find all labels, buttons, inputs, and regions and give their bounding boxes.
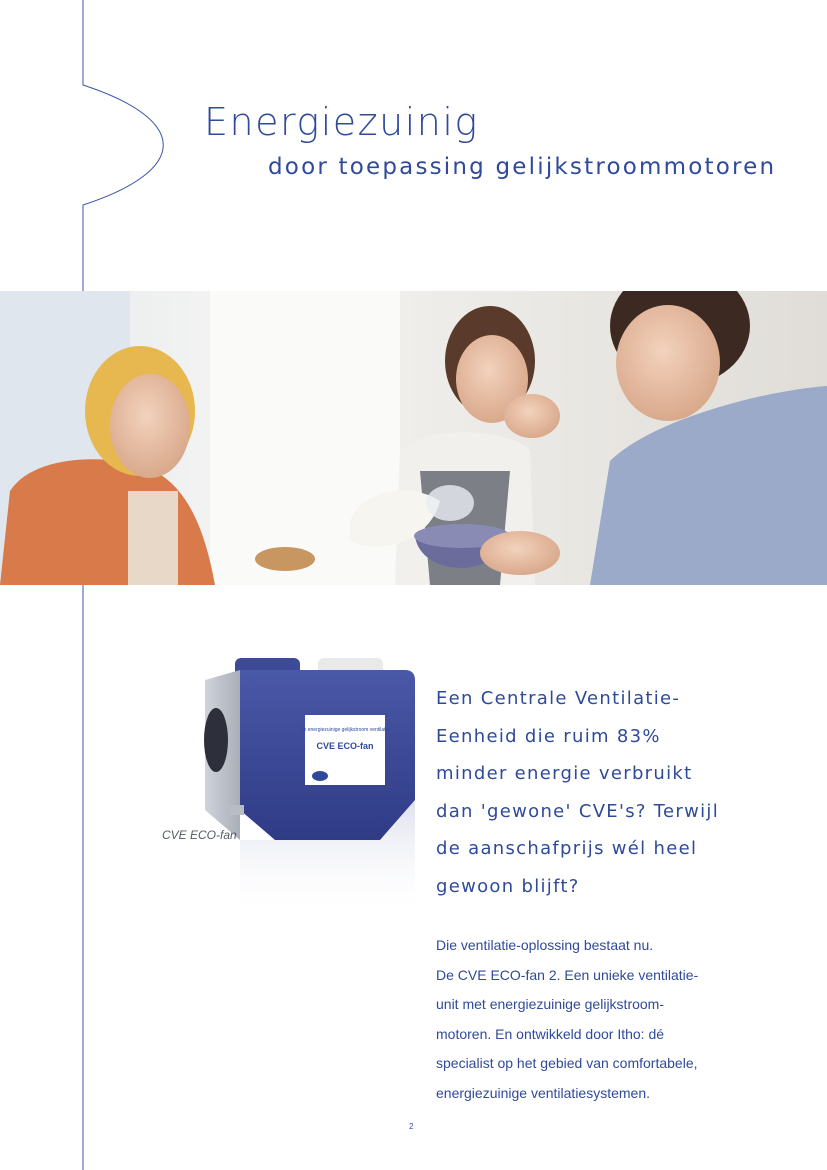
page-title: Energiezuinig bbox=[204, 100, 479, 144]
page-number: 2 bbox=[409, 1122, 414, 1131]
lead-line: de aanschafprijs wél heel bbox=[436, 838, 698, 860]
product-caption: CVE ECO-fan bbox=[162, 828, 237, 842]
lead-line: Eenheid die ruim 83% bbox=[436, 725, 661, 747]
lead-line: minder energie verbruikt bbox=[436, 763, 693, 785]
lead-paragraph bbox=[436, 680, 816, 906]
cve-eco-fan-unit bbox=[180, 650, 420, 930]
body-line: energiezuinige ventilatiesystemen. bbox=[436, 1084, 651, 1101]
lead-line: gewoon blijft? bbox=[436, 875, 580, 897]
body-line: Die ventilatie-oplossing bestaat nu. bbox=[436, 937, 654, 953]
unit-label-name: CVE ECO-fan bbox=[316, 741, 374, 751]
page-subtitle: door toepassing gelijkstroommotoren bbox=[268, 154, 777, 180]
body-paragraph bbox=[436, 931, 816, 1108]
body-line: unit met energiezuinige gelijkstroom- bbox=[436, 996, 664, 1012]
family-photo bbox=[0, 291, 827, 585]
lead-line: dan 'gewone' CVE's? Terwijl bbox=[436, 800, 720, 822]
unit-label-top: De energiezuinige gelijkstroom ventilator bbox=[299, 727, 391, 733]
body-line: motoren. En ontwikkeld door Itho: dé bbox=[436, 1025, 665, 1042]
lead-line: Een Centrale Ventilatie- bbox=[436, 688, 681, 709]
body-line: specialist op het gebied van comfortabele, bbox=[436, 1055, 698, 1071]
body-line: De CVE ECO-fan 2. Een unieke ventilatie- bbox=[436, 966, 699, 983]
